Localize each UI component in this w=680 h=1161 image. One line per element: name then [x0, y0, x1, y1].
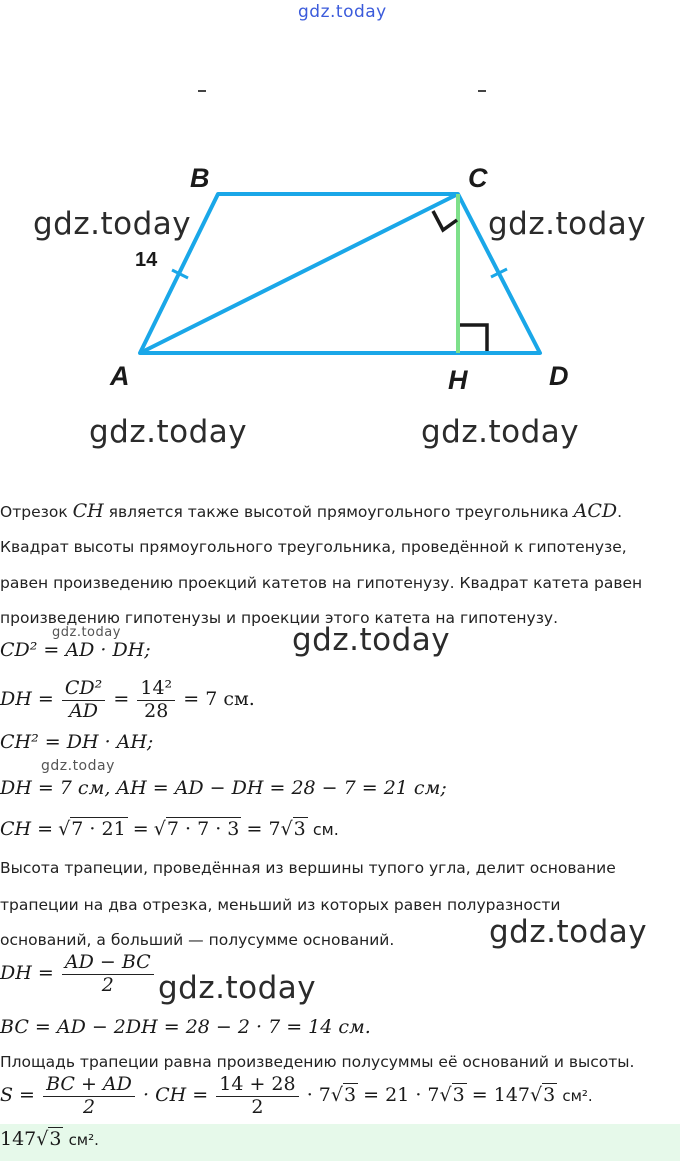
formula-dh-half-diff: DH = $\frac{AD - BC}{2}$ — [0, 952, 157, 997]
watermark: gdz.today — [488, 206, 647, 242]
side-length-label: 14 — [135, 249, 158, 271]
label-h: H — [448, 365, 468, 395]
watermark: gdz.today — [489, 914, 648, 950]
trapezoid-abcd — [140, 194, 540, 353]
paragraph-3: равен произведению проекций катетов на гипотенузу. Квадрат катета равен — [0, 574, 643, 592]
right-angle-mark-c — [433, 211, 457, 230]
label-d: D — [549, 361, 569, 391]
formula-ch-squared: CH² = DH · AH; — [0, 731, 154, 753]
paragraph-5: Высота трапеции, проведённая из вершины тупого угла, делит основание — [0, 859, 616, 877]
watermark: gdz.today — [292, 622, 451, 658]
paragraph-8: Площадь трапеции равна произведению полусуммы её оснований и высоты. — [0, 1053, 635, 1071]
answer-box — [0, 1124, 680, 1161]
watermark: gdz.today — [33, 206, 192, 242]
paragraph-2: Квадрат высоты прямоугольного треугольника, проведённой к гипотенузе, — [0, 538, 627, 556]
label-a: A — [110, 361, 130, 391]
formula-ch: CH = √7 · 21 = √7 · 7 · 3 = 7√3 см. — [0, 818, 339, 840]
label-c: C — [468, 163, 488, 193]
formula-ah: DH = 7 см, AH = AD − DH = 28 − 7 = 21 см; — [0, 777, 447, 799]
watermark: gdz.today — [52, 625, 121, 640]
paragraph-4: произведению гипотенузы и проекции этого катета на гипотенузу. — [0, 609, 559, 627]
answer-value: 147√3 см². — [0, 1128, 99, 1150]
watermark: gdz.today — [298, 2, 387, 22]
watermark: gdz.today — [421, 414, 580, 450]
watermark: gdz.today — [89, 414, 248, 450]
label-b: B — [190, 163, 210, 193]
paragraph-7: оснований, а больший — полусумме оснований. — [0, 931, 395, 949]
paragraph-1: Отрезок CH является также высотой прямоугольного треугольника ACD. — [0, 500, 623, 522]
formula-cd-squared: CD² = AD · DH; — [0, 639, 151, 661]
watermark: gdz.today — [158, 970, 317, 1006]
paragraph-6: трапеции на два отрезка, меньший из которых равен полуразности — [0, 896, 561, 914]
right-angle-mark-h — [460, 325, 487, 351]
formula-bc: BC = AD − 2DH = 28 − 2 · 7 = 14 см. — [0, 1016, 371, 1038]
formula-dh: DH = $\frac{\text{CD²}}{AD}$ = $\frac{\text{14²}}{28}$ = 7 см. — [0, 677, 255, 722]
watermark: gdz.today — [41, 758, 115, 774]
formula-area: S = $\frac{BC + AD}{2}$ · CH = $\frac{14 + 28}{2}$ · 7√3 = 21 · 7√3 = 147√3 см². — [0, 1073, 593, 1118]
